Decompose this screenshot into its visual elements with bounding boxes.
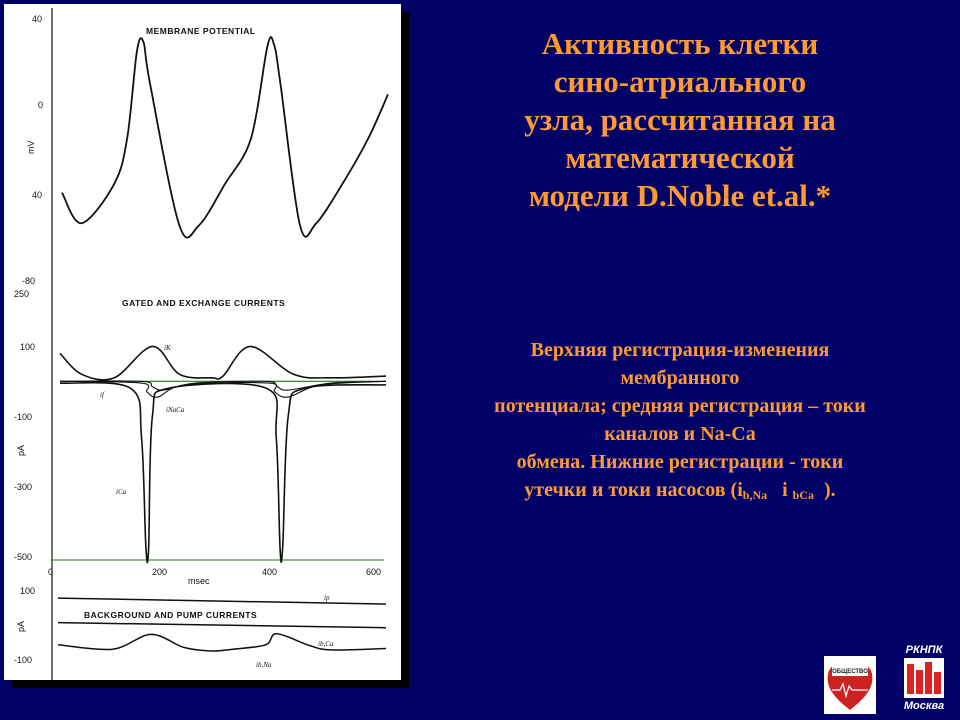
label-iCa: iCa [116, 488, 127, 496]
heart-logo-icon [824, 656, 876, 714]
desc-line-3: потенциала; средняя регистрация – токи [494, 395, 866, 417]
membrane-potential-title: MEMBRANE POTENTIAL [146, 26, 256, 36]
rknpk-label: РКНПК [905, 644, 943, 656]
desc-line-6-middle: i [767, 479, 793, 501]
label-iNaCa: iNaCa [166, 406, 185, 414]
desc-line-2: мембранного [620, 367, 740, 389]
desc-line-5: обмена. Нижние регистрации - токи [516, 451, 844, 473]
background-currents-title: BACKGROUND AND PUMP CURRENTS [84, 610, 258, 620]
background-currents-series [58, 598, 386, 651]
desc-line-6-prefix: утечки и токи насосов (i [524, 479, 743, 501]
label-ibCa: ib,Ca [318, 640, 334, 648]
gc-tick-100: 100 [20, 342, 36, 352]
gc-ylabel: pA [16, 444, 26, 456]
mp-tick-minus80: -80 [22, 276, 36, 286]
building-icon [904, 658, 944, 698]
gc-xlabel: msec [188, 576, 210, 586]
gc-xtick-200: 200 [152, 567, 168, 577]
bp-series-ib-Ca [58, 623, 386, 628]
heading-line-4: математической [565, 140, 795, 175]
label-ip: ip [324, 594, 330, 602]
gc-xtick-0: 0 [48, 567, 54, 577]
desc-sub-bna: b,Na [742, 488, 768, 502]
svg-text:ОБЩЕСТВО: ОБЩЕСТВО [832, 669, 868, 675]
gc-tick-minus100: -100 [14, 412, 33, 422]
gated-currents-title: GATED AND EXCHANGE CURRENTS [122, 298, 286, 308]
membrane-potential-line [62, 37, 388, 238]
heading-line-1: Активность клетки [541, 26, 819, 61]
gc-series-iK [60, 346, 386, 380]
gc-tick-minus500: -500 [14, 552, 33, 562]
moscow-label: Москва [903, 700, 945, 712]
rknpk-logo [898, 644, 950, 716]
mp-ylabel: mV [26, 140, 36, 154]
desc-line-4: каналов и Na-Ca [604, 423, 756, 445]
mp-tick-40-bottom: 40 [32, 190, 43, 200]
gc-xtick-600: 600 [366, 567, 382, 577]
heading-line-2: сино-атриального [553, 64, 807, 99]
scanned-figure [4, 4, 401, 680]
desc-line-1: Верхняя регистрация-изменения [530, 339, 830, 361]
heading-line-5: модели D.Noble et.al.* [528, 178, 832, 213]
mp-tick-0: 0 [38, 100, 44, 110]
heading-line-3: узла, рассчитанная на [524, 102, 836, 137]
society-logo [824, 656, 876, 714]
slide-description [425, 336, 935, 509]
gc-series-iCa [60, 383, 386, 563]
desc-sub-bca: bCa [792, 488, 815, 502]
desc-line-6-suffix: ). [814, 479, 836, 501]
bp-series-ip [58, 598, 386, 604]
gated-currents-series [60, 346, 386, 562]
slide-heading [430, 25, 930, 215]
membrane-potential-series [62, 37, 388, 238]
rknpk-emblem [904, 658, 944, 698]
bp-series-ib-Na [58, 634, 386, 651]
label-iK: iK [164, 344, 171, 352]
gc-tick-250: 250 [14, 289, 30, 299]
desc-line-6 [425, 476, 935, 509]
bp-ylabel: pA [16, 620, 26, 632]
figure-svg [4, 4, 401, 680]
label-if: if [100, 391, 104, 399]
gc-xtick-400: 400 [262, 567, 278, 577]
label-ibNa: ib,Na [256, 661, 272, 669]
bp-tick-100: 100 [20, 586, 36, 596]
mp-tick-40-top: 40 [32, 14, 43, 24]
gc-tick-minus300: -300 [14, 482, 33, 492]
bp-tick-minus100: -100 [14, 655, 33, 665]
